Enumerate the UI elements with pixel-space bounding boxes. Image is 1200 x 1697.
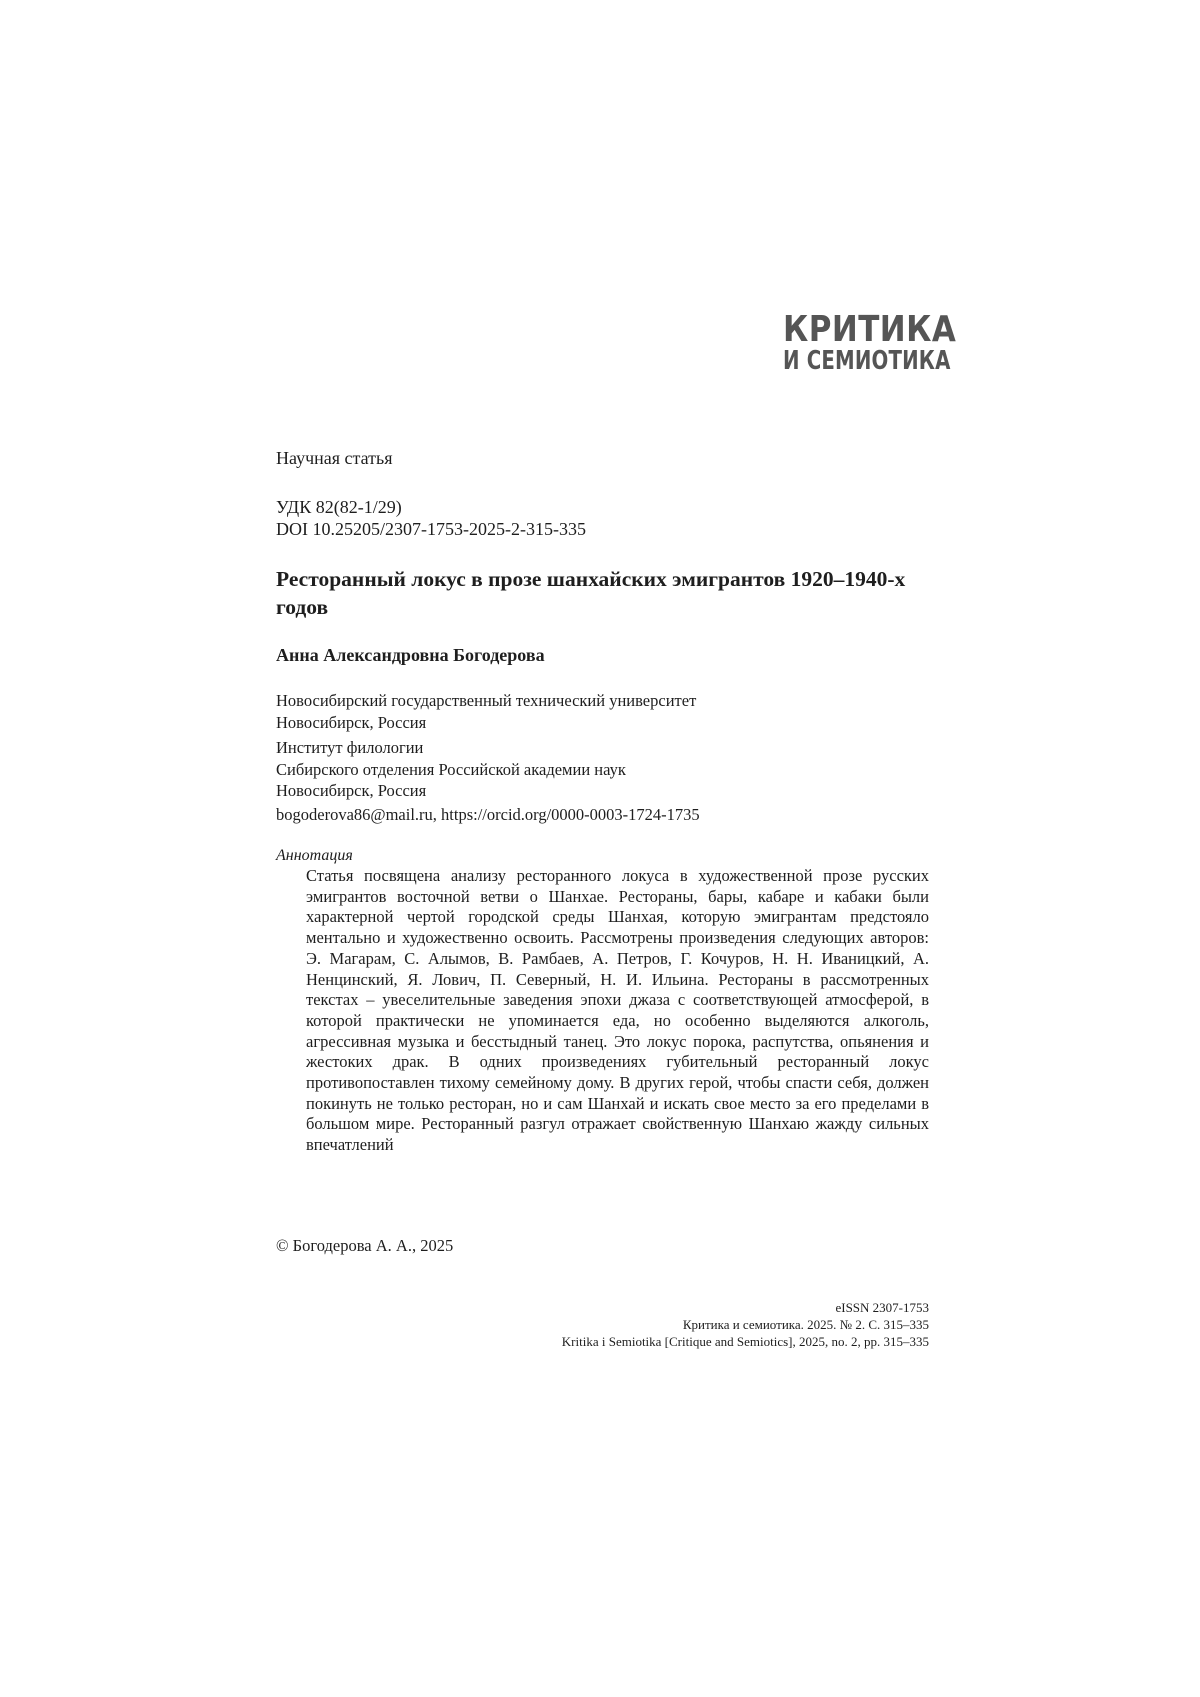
article-title: Ресторанный локус в прозе шанхайских эмигрантов 1920–1940-х годов (276, 565, 936, 621)
udc-code: УДК 82(82-1/29) (276, 496, 402, 518)
affiliation-line: Новосибирск, Россия (276, 780, 626, 802)
affiliation-line: Сибирского отделения Российской академии наук (276, 759, 626, 781)
annotation-text: Статья посвящена анализу ресторанного локуса в художественной прозе рус­ских эмигрантов восточной ветви о Шанхае. Рестораны, бары, кабаре и кабаки были характерной чертой городской среды Шанхая, которую эмигрантам пред­стояло ментально и художественно освоить. Рассмотрены произведения сле­дующих авторов: Э. Магарам, С. Алымов, В. Рамбаев, А. Петров, Г. Кочуров, Н. Н. Иваницкий, А. Ненцинский, Я. Лович, П. Северный, Н. И. Ильина. Ресто­раны в рассмотренных текстах – увеселительные заведения эпохи джаза с соот­ветствующей атмосферой, в которой практически не упоминается еда, но осо­бенно выделяются алкоголь, агрессивная музыка и бесстыдный танец. Это локус порока, распутства, опьянения и жестоких драк. В одних произведениях губительный ресторанный локус противопоставлен тихому семейному дому. В других герой, чтобы спасти себя, должен покинуть не только ресторан, но и сам Шанхай и искать свое место за его пределами в большом мире. Ресторан­ный разгул отражает свойственную Шанхаю жажду сильных впечатлений (306, 866, 929, 1156)
author-contact: bogoderova86@mail.ru, https://orcid.org/0000-0003-1724-1735 (276, 804, 700, 826)
journal-logo (783, 310, 923, 375)
logo-line-1: КРИТИКА (783, 310, 903, 350)
eissn: eISSN 2307-1753 (562, 1299, 929, 1316)
author-name: Анна Александровна Богодерова (276, 644, 545, 666)
copyright: © Богодерова А. А., 2025 (276, 1236, 453, 1256)
citation-en: Kritika i Semiotika [Critique and Semiotics], 2025, no. 2, pp. 315–335 (562, 1333, 929, 1350)
affiliation-line: Новосибирск, Россия (276, 712, 696, 734)
annotation-label: Аннотация (276, 846, 353, 866)
page-footer (562, 1299, 929, 1350)
affiliation-2 (276, 737, 626, 802)
affiliation-1 (276, 690, 696, 733)
affiliation-line: Новосибирский государственный технический университет (276, 690, 696, 712)
citation-ru: Критика и семиотика. 2025. № 2. С. 315–335 (562, 1316, 929, 1333)
logo-line-2: И СЕМИОТИКА (783, 347, 889, 375)
affiliation-line: Институт филологии (276, 737, 626, 759)
doi: DOI 10.25205/2307-1753-2025-2-315-335 (276, 518, 586, 540)
article-type: Научная статья (276, 447, 392, 469)
